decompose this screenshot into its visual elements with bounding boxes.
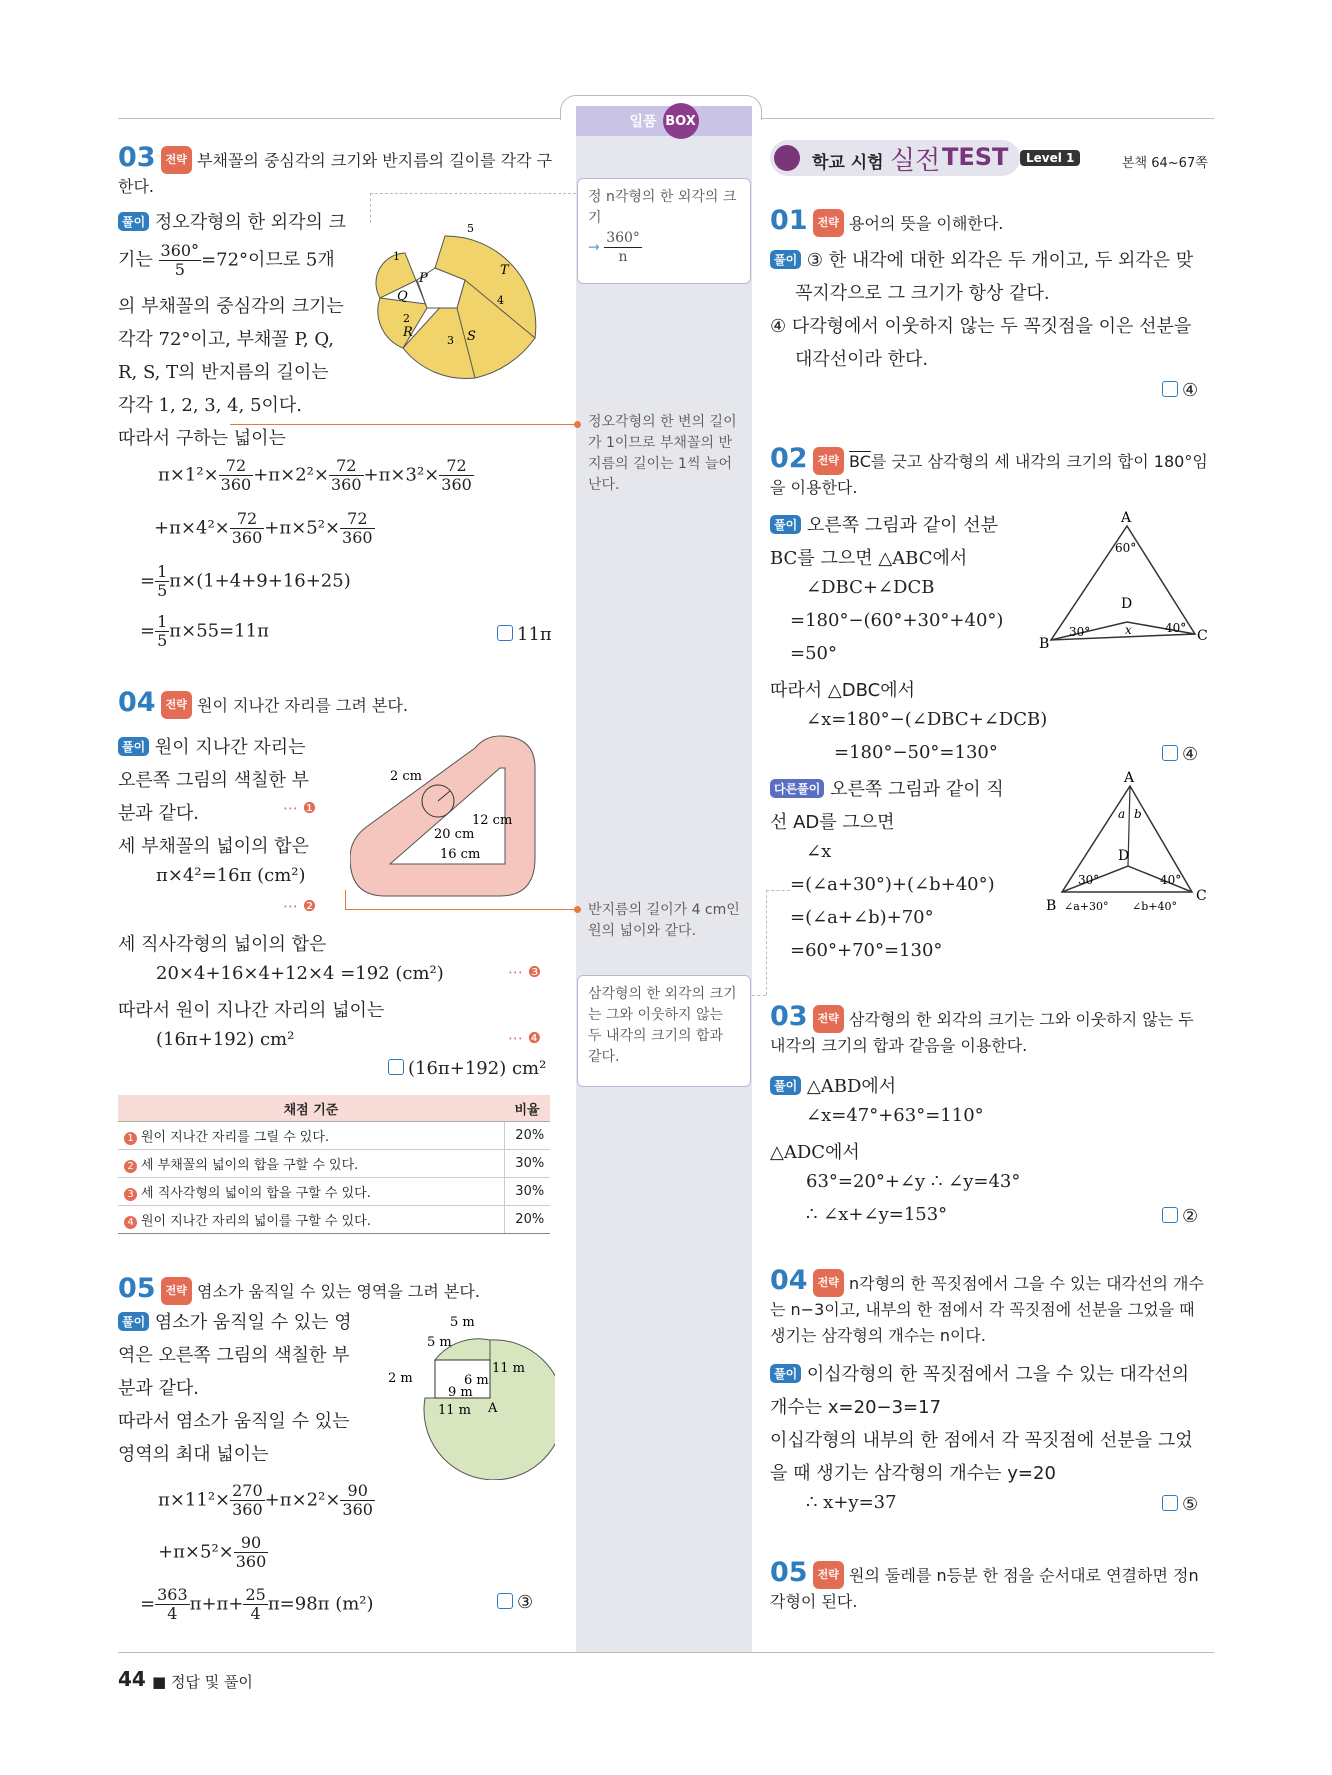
frac-den: 4 <box>250 1604 261 1623</box>
q05-line4: 따라서 염소가 움직일 수 있는 <box>118 1411 350 1432</box>
r02-line4: =180°−(60°+30°+40°) <box>790 610 1004 631</box>
solution-tag: 풀이 <box>118 212 149 231</box>
q04-arrow2: ⋯ ❷ <box>283 897 317 915</box>
r02-strategy-text: 를 긋고 삼각형의 세 내각의 크기의 합이 180°임을 이용한다. <box>770 452 1208 497</box>
r02-line5: =50° <box>790 643 837 664</box>
label-2m: 2 m <box>388 1371 413 1386</box>
r03-line2: ∠x=47°+63°=110° <box>806 1105 984 1126</box>
label-12cm: 12 cm <box>472 813 513 828</box>
r02-triangle-figure <box>1035 508 1215 648</box>
r02-alt-figure <box>1040 770 1215 920</box>
label-9m: 9 m <box>448 1385 473 1400</box>
q05-l1: 염소가 움직일 수 있는 영 <box>154 1312 352 1333</box>
side-note-1 <box>577 178 751 284</box>
level-badge: Level 1 <box>1020 150 1080 166</box>
q03-line5: R, S, T의 반지름의 길이는 <box>118 362 329 383</box>
q04-line1 <box>118 733 305 759</box>
q05-strategy <box>118 1273 558 1305</box>
r02-line8: =180°−50°=130° <box>834 742 998 763</box>
fraction <box>234 1534 269 1571</box>
frac-num: 72 <box>230 510 265 529</box>
r02-alt4: =(∠a+30°)+(∠b+40°) <box>790 874 995 895</box>
label-16cm: 16 cm <box>440 847 481 862</box>
frac-num: 360° <box>160 241 200 260</box>
ratio-cell: 20% <box>504 1206 550 1234</box>
ratio-cell: 20% <box>504 1122 550 1150</box>
fraction <box>155 563 169 600</box>
angle-40: 40° <box>1160 873 1182 887</box>
answer-icon <box>388 1059 404 1075</box>
fraction <box>155 1586 190 1623</box>
q04-l1: 원이 지나간 자리는 <box>154 737 306 758</box>
e3c: π=98π (m²) <box>267 1593 374 1615</box>
r03-line5: ∴ ∠x+∠y=153° <box>806 1204 948 1225</box>
solution-tag: 풀이 <box>770 1364 801 1383</box>
e1b: +π×2²× <box>253 464 329 486</box>
r02-answer-value: ④ <box>1182 744 1199 765</box>
criteria-cell <box>118 1122 504 1150</box>
box-badge: BOX <box>663 103 699 139</box>
q03-expr4 <box>140 613 269 650</box>
e4b: π×55=11π <box>169 620 269 642</box>
connector <box>766 890 790 891</box>
r02-number: 02 <box>770 443 808 474</box>
vertex-D: D <box>1118 848 1130 864</box>
frac-num: 90 <box>234 1534 269 1553</box>
q03-line7: 따라서 구하는 넓이는 <box>118 428 286 449</box>
r03-strategy-text: 삼각형의 한 외각의 크기는 그와 이웃하지 않는 두 내각의 크기의 합과 같음을 이용한다. <box>770 1010 1194 1055</box>
side-note-1-text: 정 n각형의 한 외각의 크기 <box>588 189 737 226</box>
arrow-icon: → <box>588 239 600 256</box>
q03-strategy <box>118 142 558 200</box>
bottom-rule <box>118 1652 1214 1653</box>
frac-num: 72 <box>340 510 375 529</box>
r02-line7: ∠x=180°−(∠DBC+∠DCB) <box>806 709 1048 730</box>
label-b-plus-40: ∠b+40° <box>1132 900 1177 913</box>
q04-line2: 오른쪽 그림의 색칠한 부 <box>118 770 310 791</box>
fraction <box>230 510 265 547</box>
vertex-B: B <box>1039 636 1050 648</box>
note-bullet <box>574 906 581 913</box>
r03-line4: 63°=20°+∠y ∴ ∠y=43° <box>806 1171 1021 1192</box>
answer-icon <box>1162 1495 1178 1511</box>
q04-arrow3: ⋯ ❸ <box>508 963 542 981</box>
q05-line1 <box>118 1308 352 1334</box>
r02-l1: 오른쪽 그림과 같이 선분 <box>806 515 998 536</box>
note-bullet <box>574 421 581 428</box>
label-5: 5 <box>467 222 474 235</box>
label-Q: Q <box>397 289 408 304</box>
frac-den: 360 <box>231 528 263 547</box>
section-title-1: 학교 시험 <box>812 153 884 173</box>
q04-answer <box>388 1058 546 1079</box>
e1a: π×11²× <box>158 1489 231 1511</box>
step-badge: 2 <box>124 1160 137 1173</box>
r02-alt6: =60°+70°=130° <box>790 940 943 961</box>
r02-strategy <box>770 443 1212 501</box>
q05-goat-figure <box>380 1310 555 1480</box>
q03-l2b: =72°이므로 5개 <box>201 249 335 271</box>
q03-number: 03 <box>118 142 156 173</box>
label-20cm: 20 cm <box>434 827 475 842</box>
vertex-B: B <box>1046 898 1057 914</box>
r04-answer-value: ⑤ <box>1182 1494 1199 1515</box>
page-number: 44 <box>118 1667 146 1691</box>
box-label: 일품 <box>629 114 657 130</box>
fraction <box>155 613 169 650</box>
r05-strategy-text: 원의 둘레를 n등분 한 점을 순서대로 연결하면 정n각형이 된다. <box>770 1566 1199 1611</box>
angle-30: 30° <box>1078 873 1100 887</box>
section-title-3: TEST <box>942 143 1009 171</box>
q03-expr3 <box>140 563 351 600</box>
q03-answer <box>497 624 552 645</box>
r02-a1: 오른쪽 그림과 같이 직 <box>830 779 1004 800</box>
r02-alt5: =(∠a+∠b)+70° <box>790 907 934 928</box>
r03-line1 <box>770 1072 896 1098</box>
frac-den: 360 <box>235 1552 267 1571</box>
side-note-1-fraction <box>604 229 642 266</box>
label-3: 3 <box>447 334 454 347</box>
q03-l1: 정오각형의 한 외각의 크 <box>154 212 346 233</box>
bullet-icon <box>774 145 800 171</box>
fraction <box>439 457 474 494</box>
strategy-tag: 전략 <box>161 691 192 719</box>
e2b: +π×5²× <box>264 517 341 539</box>
q03-expr1 <box>158 457 474 494</box>
label-11m-bottom: 11 m <box>438 1403 472 1418</box>
r03-answer <box>1162 1206 1198 1227</box>
label-11m-right: 11 m <box>492 1361 526 1376</box>
e2a: +π×4²× <box>154 517 230 539</box>
table-row <box>118 1206 550 1234</box>
frac-num: 363 <box>157 1585 188 1604</box>
r01-answer-value: ④ <box>1182 380 1199 401</box>
box-header <box>576 106 752 136</box>
frac-den: 360 <box>342 1500 373 1519</box>
page-label: ■ 정답 및 풀이 <box>152 1673 253 1691</box>
r02-line3: ∠DBC+∠DCB <box>806 577 935 598</box>
criteria-text: 원이 지나간 자리의 넓이를 구할 수 있다. <box>141 1214 371 1229</box>
frac-den: 5 <box>157 631 168 650</box>
vertex-A: A <box>1124 770 1135 786</box>
r01-answer <box>1162 380 1198 401</box>
step-badge: 3 <box>124 1188 137 1201</box>
strategy-tag: 전략 <box>161 146 192 174</box>
criteria-text: 세 직사각형의 넓이의 합을 구할 수 있다. <box>141 1186 371 1201</box>
connector <box>345 890 346 910</box>
label-1: 1 <box>393 250 400 263</box>
q04-arrow4: ⋯ ❹ <box>508 1029 542 1047</box>
frac-den: 360 <box>330 475 362 494</box>
solution-tag: 풀이 <box>118 737 149 756</box>
r03-line3: △ADC에서 <box>770 1142 860 1163</box>
q05-number: 05 <box>118 1273 156 1304</box>
frac-den: 360 <box>232 1500 263 1519</box>
answer-icon <box>1162 745 1178 761</box>
frac-num: 1 <box>157 612 168 631</box>
connector <box>345 909 575 910</box>
r01-line4: 대각선이라 한다. <box>795 349 929 370</box>
solution-tag: 풀이 <box>770 1076 801 1095</box>
section-header <box>770 140 1212 180</box>
r01-strategy-text: 용어의 뜻을 이해한다. <box>849 214 1004 233</box>
fraction <box>329 457 364 494</box>
label-2: 2 <box>403 312 410 325</box>
q03-line2 <box>118 242 335 279</box>
alt-solution-tag: 다른풀이 <box>770 779 824 798</box>
frac-num: 1 <box>157 562 168 581</box>
side-note-3: 반지름의 길이가 4 cm인 원의 넓이와 같다. <box>588 902 740 939</box>
strategy-tag: 전략 <box>813 209 844 237</box>
e3b: π×(1+4+9+16+25) <box>169 570 351 592</box>
frac-den: n <box>618 249 628 265</box>
q05-answer-value: ③ <box>517 1592 534 1613</box>
frac-num: 360° <box>606 230 640 246</box>
r01-line1 <box>770 246 1193 272</box>
side-note-4: 삼각형의 한 외각의 크기는 그와 이웃하지 않는 두 내각의 크기의 합과 같다. <box>577 975 751 1087</box>
e3a: = <box>140 570 156 592</box>
r04-answer <box>1162 1494 1198 1515</box>
frac-num: 72 <box>439 457 474 476</box>
answer-icon <box>497 1593 513 1609</box>
q05-line3: 분과 같다. <box>118 1378 199 1399</box>
frac-num: 72 <box>329 457 364 476</box>
e1b: +π×2²× <box>264 1489 341 1511</box>
label-A: A <box>488 1401 498 1416</box>
q04-line7: 20×4+16×4+12×4 =192 (cm²) <box>156 963 444 984</box>
angle-30: 30° <box>1069 625 1091 639</box>
r04-line5: ∴ x+y=37 <box>806 1492 897 1513</box>
q04-line9: (16π+192) cm² <box>156 1029 295 1050</box>
fraction <box>230 1482 265 1519</box>
r03-answer-value: ② <box>1182 1206 1199 1227</box>
q03-expr2 <box>154 510 375 547</box>
q05-expr2 <box>158 1534 268 1571</box>
angle-a: a <box>1118 807 1126 821</box>
q04-strategy <box>118 687 558 719</box>
criteria-cell <box>118 1178 504 1206</box>
r04-line2: 개수는 x=20−3=17 <box>770 1397 942 1418</box>
table-row <box>118 1178 550 1206</box>
r01-line2: 꼭지각으로 그 크기가 항상 같다. <box>795 283 1050 304</box>
q04-strategy-text: 원이 지나간 자리를 그려 본다. <box>197 696 408 715</box>
q05-strategy-text: 염소가 움직일 수 있는 영역을 그려 본다. <box>197 1282 480 1301</box>
frac-num: 25 <box>245 1585 266 1604</box>
r04-line1 <box>770 1360 1189 1386</box>
r04-line4: 을 때 생기는 삼각형의 개수는 y=20 <box>770 1463 1056 1484</box>
r02-alt2: 선 AD를 그으면 <box>770 812 895 833</box>
frac-den: 360 <box>220 475 252 494</box>
e3b: π+π+ <box>189 1593 244 1615</box>
frac-den: 4 <box>167 1604 178 1623</box>
vertex-C: C <box>1197 628 1208 644</box>
q04-line5: π×4²=16π (cm²) <box>156 865 306 886</box>
scoring-table <box>118 1095 550 1234</box>
e2a: +π×5²× <box>158 1541 234 1563</box>
criteria-text: 원이 지나간 자리를 그릴 수 있다. <box>141 1130 330 1145</box>
answer-icon <box>497 625 513 641</box>
criteria-cell <box>118 1206 504 1234</box>
q04-arrow1: ⋯ ❶ <box>283 799 317 817</box>
table-row <box>118 1122 550 1150</box>
q05-line5: 영역의 최대 넓이는 <box>118 1444 269 1465</box>
q03-fraction <box>159 242 202 279</box>
vertex-C: C <box>1196 888 1207 904</box>
q05-expr3 <box>140 1586 374 1623</box>
section-title-2: 실전 <box>890 146 941 176</box>
r01-l1: ③ 한 내각에 대한 외각은 두 개이고, 두 외각은 맞 <box>806 250 1194 271</box>
angle-60: 60° <box>1115 541 1137 555</box>
r03-number: 03 <box>770 1001 808 1032</box>
r02-line6: 따라서 △DBC에서 <box>770 680 915 701</box>
q03-sector-figure <box>375 218 555 388</box>
q03-answer-value: 11π <box>517 624 552 645</box>
q03-l2a: 기는 <box>118 249 153 271</box>
r03-l1: △ABD에서 <box>806 1076 897 1097</box>
q05-line2: 역은 오른쪽 그림의 색칠한 부 <box>118 1345 350 1366</box>
book-reference: 본책 64~67쪽 <box>1122 156 1208 171</box>
strategy-tag: 전략 <box>813 1269 844 1297</box>
step-badge: 1 <box>124 1132 137 1145</box>
connector <box>752 995 766 996</box>
label-4: 4 <box>497 294 504 307</box>
r04-number: 04 <box>770 1265 808 1296</box>
fraction <box>340 510 375 547</box>
side-note-2: 정오각형의 한 변의 길이가 1이므로 부채꼴의 반지름의 길이는 1씩 늘어난다. <box>588 414 737 493</box>
criteria-header: 채점 기준 <box>118 1095 504 1122</box>
angle-b: b <box>1134 807 1142 821</box>
vertex-A: A <box>1121 510 1132 526</box>
r02-alt1 <box>770 775 1004 801</box>
q03-line3: 의 부채꼴의 중심각의 크기는 <box>118 296 344 317</box>
q04-track-figure <box>350 728 555 903</box>
r02-answer <box>1162 744 1198 765</box>
strategy-tag: 전략 <box>813 1005 844 1033</box>
frac-den: 360 <box>441 475 472 494</box>
r02-line1 <box>770 511 998 537</box>
r04-strategy-text: n각형의 한 꼭짓점에서 그을 수 있는 대각선의 개수는 n−3이고, 내부의 한 점에서 각 꼭짓점에 선분을 그었을 때 생기는 삼각형의 개수는 n이다. <box>770 1274 1204 1345</box>
label-R: R <box>403 325 413 340</box>
solution-tag: 풀이 <box>118 1312 149 1331</box>
label-6m: 6 m <box>464 1373 489 1388</box>
q04-line8: 따라서 원이 지나간 자리의 넓이는 <box>118 1000 385 1021</box>
q03-line4: 각각 72°이고, 부채꼴 P, Q, <box>118 329 334 350</box>
r02-line2: BC를 그으면 △ABC에서 <box>770 548 968 569</box>
r04-line3: 이십각형의 내부의 한 점에서 각 꼭짓점에 선분을 그었 <box>770 1430 1193 1451</box>
r01-line3: ④ 다각형에서 이웃하지 않는 두 꼭짓점을 이은 선분을 <box>770 316 1192 337</box>
solution-tag: 풀이 <box>770 250 801 269</box>
solution-tag: 풀이 <box>770 515 801 534</box>
q03-strategy-text: 부채꼴의 중심각의 크기와 반지름의 길이를 각각 구한다. <box>118 151 553 196</box>
strategy-tag: 전략 <box>161 1277 192 1305</box>
label-a-plus-30: ∠a+30° <box>1064 900 1109 913</box>
q04-answer-value: (16π+192) cm² <box>408 1058 547 1079</box>
ratio-cell: 30% <box>504 1178 550 1206</box>
angle-x: x <box>1125 623 1132 637</box>
r04-l1: 이십각형의 한 꼭짓점에서 그을 수 있는 대각선의 <box>806 1364 1190 1385</box>
r01-strategy <box>770 205 1212 237</box>
label-S: S <box>467 329 476 344</box>
frac-num: 270 <box>232 1481 263 1500</box>
angle-40: 40° <box>1165 621 1187 635</box>
q04-line4: 세 부채꼴의 넓이의 합은 <box>118 836 310 857</box>
connector <box>766 890 767 995</box>
r05-number: 05 <box>770 1557 808 1588</box>
table-row <box>118 1150 550 1178</box>
label-P: P <box>419 271 428 286</box>
q05-expr1 <box>158 1482 375 1519</box>
r02-strategy-segment: $\overline{BC}$ <box>849 452 871 471</box>
label-5m-top: 5 m <box>450 1315 475 1330</box>
frac-den: 5 <box>157 581 168 600</box>
side-note-column <box>576 106 752 1652</box>
e1c: +π×3²× <box>363 464 440 486</box>
fraction <box>243 1586 267 1623</box>
q04-number: 04 <box>118 687 156 718</box>
q04-line6: 세 직사각형의 넓이의 합은 <box>118 934 327 955</box>
vertex-D: D <box>1121 596 1133 612</box>
e1a: π×1²× <box>158 464 219 486</box>
r02-alt3: ∠x <box>806 841 832 862</box>
strategy-tag: 전략 <box>813 1561 844 1589</box>
e3a: = <box>140 1593 156 1615</box>
criteria-cell <box>118 1150 504 1178</box>
frac-num: 90 <box>340 1482 375 1501</box>
r01-number: 01 <box>770 205 808 236</box>
answer-icon <box>1162 1207 1178 1223</box>
q05-answer <box>497 1592 533 1613</box>
q03-line6: 각각 1, 2, 3, 4, 5이다. <box>118 395 303 416</box>
step-badge: 4 <box>124 1216 137 1229</box>
label-T: T <box>500 263 509 278</box>
label-5m: 5 m <box>427 1335 452 1350</box>
r04-strategy <box>770 1265 1212 1349</box>
strategy-tag: 전략 <box>813 447 844 475</box>
label-radius: 2 cm <box>390 769 423 784</box>
q03-line1 <box>118 208 346 234</box>
ratio-header: 비율 <box>504 1095 550 1122</box>
e4a: = <box>140 620 156 642</box>
fraction <box>219 457 254 494</box>
frac-num: 72 <box>219 457 254 476</box>
q04-line3: 분과 같다. <box>118 803 199 824</box>
ratio-cell: 30% <box>504 1150 550 1178</box>
answer-icon <box>1162 381 1178 397</box>
fraction <box>340 1482 375 1519</box>
r03-strategy <box>770 1001 1212 1059</box>
r05-strategy <box>770 1557 1212 1615</box>
table-header-row <box>118 1095 550 1122</box>
criteria-text: 세 부채꼴의 넓이의 합을 구할 수 있다. <box>141 1158 359 1173</box>
frac-den: 5 <box>174 260 185 279</box>
frac-den: 360 <box>342 528 373 547</box>
